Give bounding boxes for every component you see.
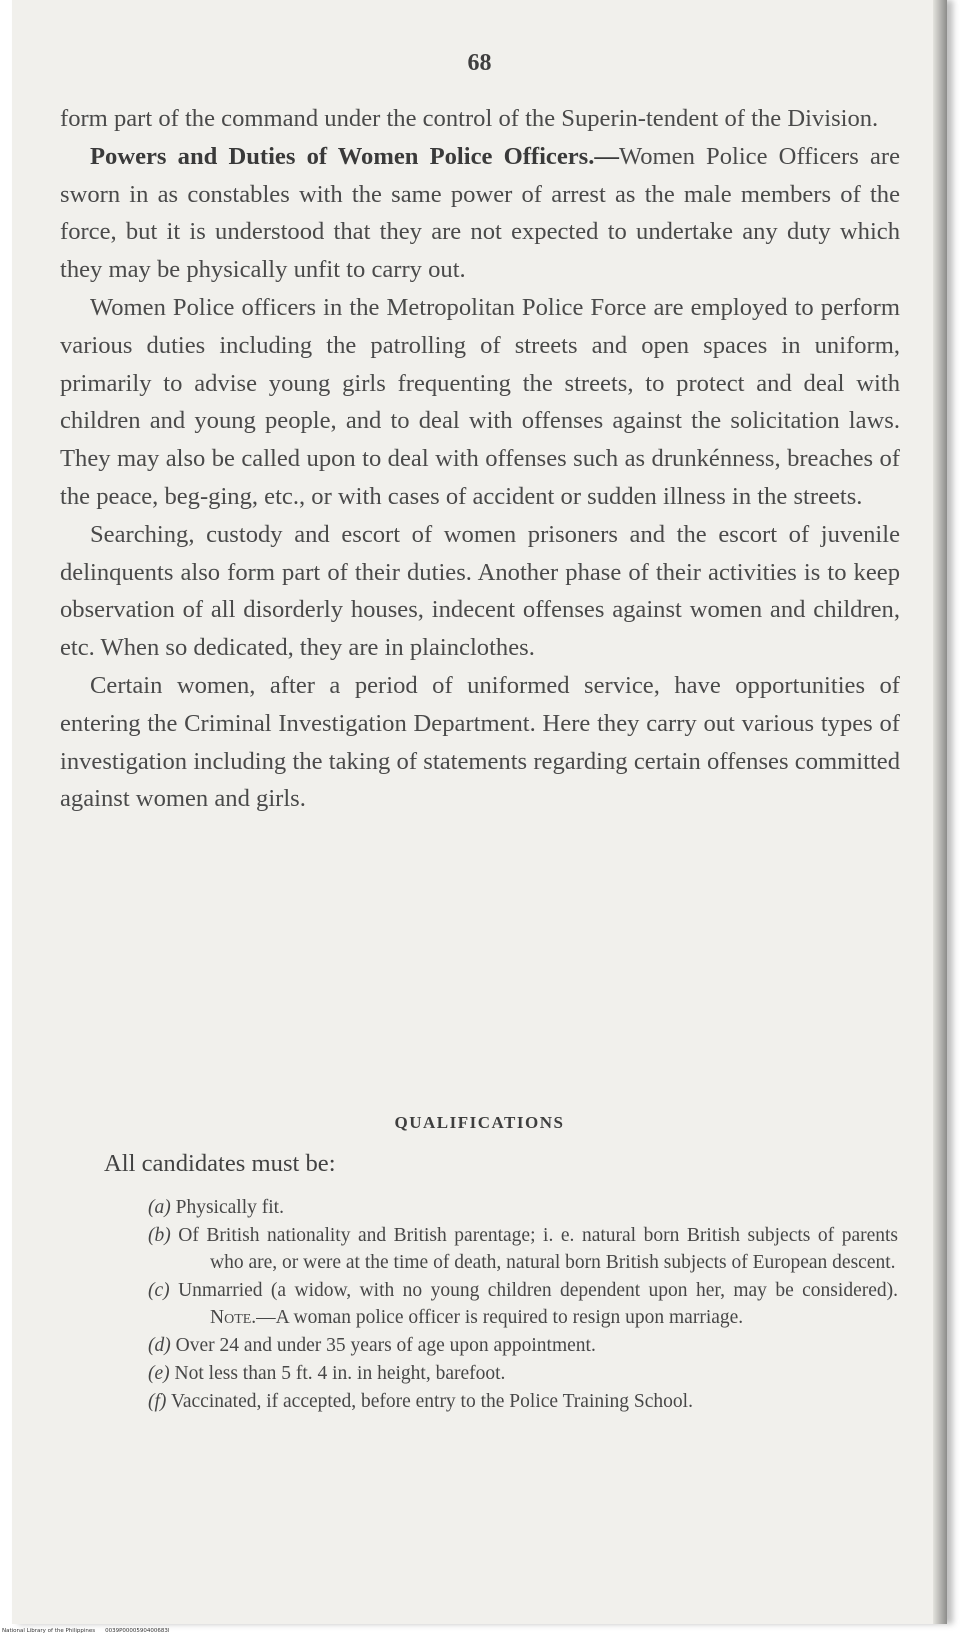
paragraph-continuation: form part of the command under the control of the Superin-tendent of the Division. — [60, 105, 879, 132]
item-marker: (f) — [148, 1391, 167, 1412]
item-text: Over 24 and under 35 years of age upon appointment. — [175, 1335, 596, 1356]
qualification-item — [148, 1332, 898, 1359]
scan-footer — [2, 1628, 169, 1634]
item-marker: (a) — [148, 1197, 171, 1218]
paragraph-metropolitan-duties: Women Police officers in the Metropolitan Police Force are employed to perform various duties including the patrolling of streets and open spaces in uniform, primarily to advise young girls frequenting the streets, to protect and deal with children and young people, and to deal with offenses against the solicitation laws. They may also be called upon to deal with offenses such as drunkénness, breaches of the peace, beg-ging, etc., or with cases of accident or sudden illness in the streets. — [60, 293, 900, 510]
qualification-item — [148, 1360, 898, 1387]
item-text: Of British nationality and British parentage; i. e. natural born British subjects of parents who are, or were at the time of death, natural born British subjects of European descent. — [178, 1225, 899, 1273]
qualifications-heading: QUALIFICATIONS — [394, 1113, 565, 1132]
qualification-item — [148, 1194, 898, 1221]
item-text: Vaccinated, if accepted, before entry to the Police Training School. — [170, 1391, 693, 1412]
paragraph-cid-opportunities: Certain women, after a period of uniformed service, have opportunities of entering the Criminal Investigation Department. Here they carry out various types of investigation including the taking of statements regarding certain offenses committed against women and girls. — [60, 671, 900, 813]
item-text: Not less than 5 ft. 4 in. in height, barefoot. — [174, 1363, 506, 1384]
footer-identifier: 0039P0000590400683l — [105, 1628, 170, 1634]
qualification-item — [148, 1388, 898, 1415]
paragraph-powers-and-duties — [60, 138, 900, 289]
qualifications-lead: All candidates must be: — [104, 1150, 336, 1177]
note-text: —A woman police officer is required to resign upon marriage. — [256, 1307, 744, 1328]
item-text: Physically fit. — [175, 1197, 284, 1218]
body-text — [60, 100, 900, 818]
note-label: Note. — [210, 1307, 257, 1328]
qualification-item — [148, 1277, 898, 1331]
run-in-heading: Powers and Duties of Women Police Officers.— — [90, 142, 619, 170]
footer-library: National Library of the Philippines — [2, 1628, 96, 1634]
paragraph-text: Women Police Officers are sworn in as constables with the same power of arrest as the male members of the force, but it is understood that they are not expected to undertake any duty which they may be physically unfit to carry out. — [60, 142, 900, 284]
item-marker: (d) — [148, 1335, 171, 1356]
qualifications-list — [148, 1194, 898, 1416]
book-page — [12, 0, 947, 1624]
paragraph-searching-custody: Searching, custody and escort of women prisoners and the escort of juvenile delinquents also form part of their duties. Another phase of their activities is to keep observation of all disorderly houses, indecent offenses against women and children, etc. When so dedicated, they are in plainclothes. — [60, 520, 900, 662]
item-marker: (e) — [148, 1363, 170, 1384]
qualification-item — [148, 1222, 898, 1276]
item-text: Unmarried (a widow, with no young children dependent upon her, may be considered). — [178, 1280, 898, 1301]
item-marker: (c) — [148, 1280, 170, 1301]
page-edge-shadow — [933, 0, 947, 1624]
page-number: 68 — [467, 50, 492, 76]
item-marker: (b) — [148, 1225, 171, 1246]
